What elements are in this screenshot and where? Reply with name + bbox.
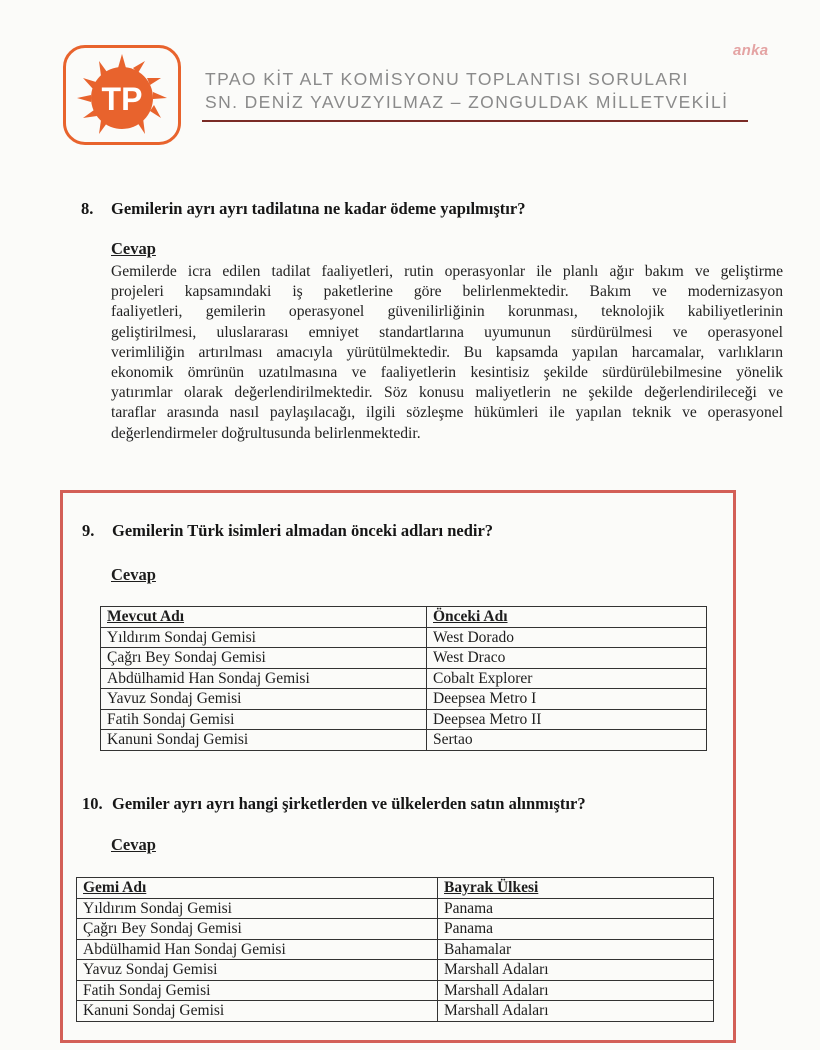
question-text: Gemiler ayrı ayrı hangi şirketlerden ve ülkelerden satın alınmıştır? — [112, 794, 586, 813]
header-rule — [202, 120, 748, 122]
table-cell: Kanuni Sondaj Gemisi — [101, 730, 427, 751]
table-cell: Çağrı Bey Sondaj Gemisi — [77, 919, 438, 940]
table-row — [77, 898, 714, 919]
table-cell: Yavuz Sondaj Gemisi — [101, 689, 427, 710]
table-row — [77, 919, 714, 940]
table-cell: Kanuni Sondaj Gemisi — [77, 1001, 438, 1022]
table-cell: Çağrı Bey Sondaj Gemisi — [101, 648, 427, 669]
table-header-cell: Önceki Adı — [427, 607, 707, 628]
tpao-logo — [63, 45, 181, 145]
table-cell: West Dorado — [427, 627, 707, 648]
table-cell: Cobalt Explorer — [427, 668, 707, 689]
table-cell: Yavuz Sondaj Gemisi — [77, 960, 438, 981]
table-row — [101, 648, 707, 669]
table-row — [77, 939, 714, 960]
answer-line: değerlendirmeler doğrultusunda belirlenmektedir. — [111, 424, 421, 442]
table-cell: Marshall Adaları — [438, 980, 714, 1001]
table-row — [101, 689, 707, 710]
table-cell: Deepsea Metro II — [427, 709, 707, 730]
answer-line: faaliyetleri, gemilerin operasyonel güvenilirliğinin korunması, teknolojik kabiliyetlerinin — [111, 303, 783, 321]
answer-line: ekonomik ömrünün uzatılmasına ve faaliyetlerin kesintisiz şekilde sürdürülebilmesine yönelik — [111, 364, 783, 382]
question-9 — [82, 521, 493, 541]
answer-label: Cevap — [111, 565, 156, 584]
answer-label: Cevap — [111, 239, 156, 258]
question-10 — [82, 794, 586, 814]
table-header-row — [101, 607, 707, 628]
table-row — [77, 1001, 714, 1022]
table-cell: Abdülhamid Han Sondaj Gemisi — [77, 939, 438, 960]
table-row — [101, 668, 707, 689]
answer-line: projeleri kapsamındaki iş paketlerine göre belirlenmektedir. Bakım ve modernizasyon — [111, 283, 783, 301]
previous-names-table — [100, 606, 707, 751]
header-subtitle: SN. DENİZ YAVUZYILMAZ – ZONGULDAK MİLLETVEKİLİ — [205, 92, 729, 112]
table-cell: Abdülhamid Han Sondaj Gemisi — [101, 668, 427, 689]
table-row — [101, 627, 707, 648]
header-title: TPAO KİT ALT KOMİSYONU TOPLANTISI SORULARI — [205, 69, 689, 89]
table-row — [101, 709, 707, 730]
table-cell: Marshall Adaları — [438, 1001, 714, 1022]
table-header-cell: Gemi Adı — [77, 878, 438, 899]
table-row — [77, 980, 714, 1001]
table-cell: West Draco — [427, 648, 707, 669]
anka-watermark: anka — [733, 42, 769, 59]
logo-text: TP — [101, 81, 143, 117]
table-header-cell: Mevcut Adı — [101, 607, 427, 628]
question-number: 10. — [82, 794, 103, 813]
question-text: Gemilerin ayrı ayrı tadilatına ne kadar ödeme yapılmıştır? — [111, 199, 526, 218]
answer-line: yatırımlar olarak değerlendirilmektedir. Söz konusu maliyetlerin ne şekilde değerlendirileceği ve — [111, 384, 783, 402]
question-number: 9. — [82, 521, 95, 540]
question-number: 8. — [81, 199, 94, 218]
flag-country-table — [76, 877, 714, 1022]
table-header-cell: Bayrak Ülkesi — [438, 878, 714, 899]
answer-line: Gemilerde icra edilen tadilat faaliyetleri, rutin operasyonlar ile planlı ağır bakım ve geliştirme — [111, 263, 783, 280]
question-8 — [81, 199, 525, 219]
table-cell: Sertao — [427, 730, 707, 751]
answer-label: Cevap — [111, 835, 156, 854]
answer-line: verimliliğin artırılması amacıyla yürütülmektedir. Bu kapsamda yapılan harcamalar, varlıkların — [111, 343, 783, 361]
table-row — [101, 730, 707, 751]
tpao-sun-logo-icon — [74, 52, 170, 138]
table-cell: Panama — [438, 898, 714, 919]
table-cell: Panama — [438, 919, 714, 940]
table-cell: Fatih Sondaj Gemisi — [101, 709, 427, 730]
answer-paragraph — [111, 262, 783, 444]
table-header-row — [77, 878, 714, 899]
question-text: Gemilerin Türk isimleri almadan önceki adları nedir? — [112, 521, 494, 540]
table-cell: Marshall Adaları — [438, 960, 714, 981]
answer-line: geliştirilmesi, uluslararası emniyet standartlarına uyumunun sürdürülmesi ve operasyonel — [111, 323, 783, 341]
table-row — [77, 960, 714, 981]
table-cell: Deepsea Metro I — [427, 689, 707, 710]
answer-line: taraflar arasında nasıl paylaşılacağı, ilgili sözleşme hükümleri ile yapılan teknik ve operasyonel — [111, 404, 783, 422]
table-cell: Fatih Sondaj Gemisi — [77, 980, 438, 1001]
table-cell: Yıldırım Sondaj Gemisi — [101, 627, 427, 648]
table-cell: Bahamalar — [438, 939, 714, 960]
table-cell: Yıldırım Sondaj Gemisi — [77, 898, 438, 919]
